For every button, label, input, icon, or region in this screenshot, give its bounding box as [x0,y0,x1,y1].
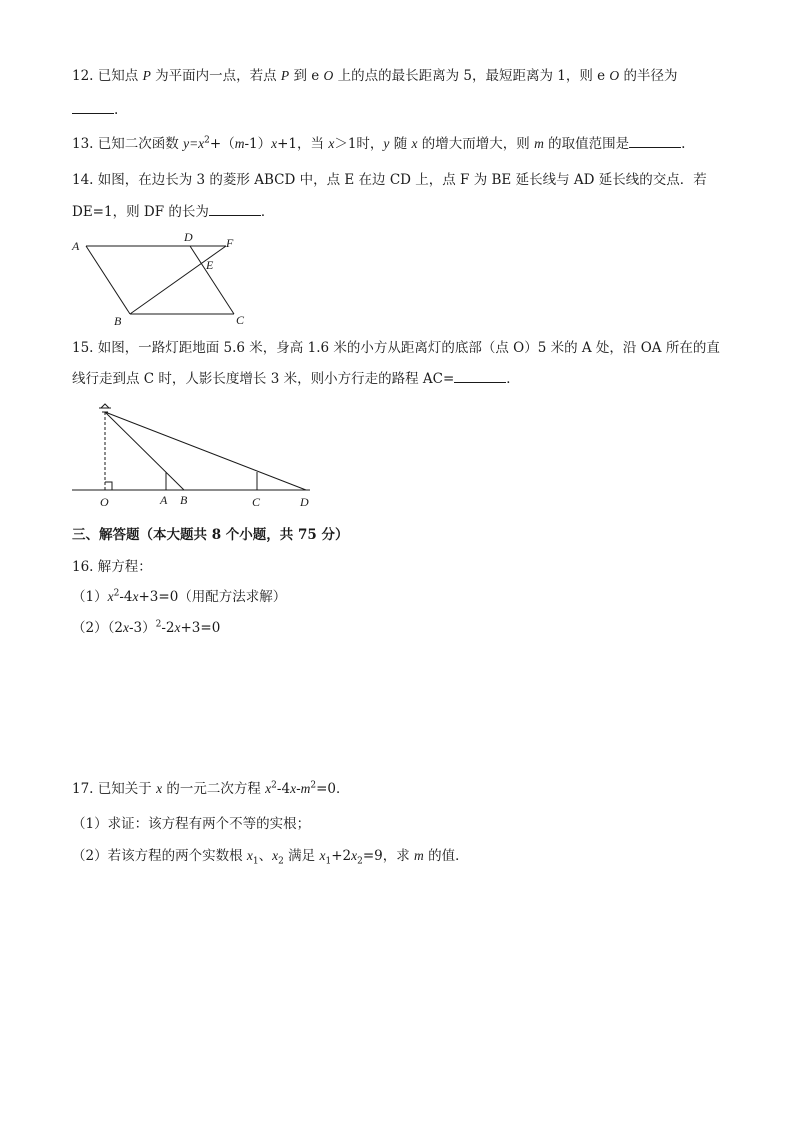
streetlight-figure [66,396,316,514]
light-ray-to-B [105,412,184,490]
label-E: E [206,258,214,272]
label-B: B [114,314,122,328]
label-D: D [300,495,309,509]
q15-line1: 15. 如图，一路灯距地面 5.6 米，身高 1.6 米的小方从距离灯的底部（点 O）5 米的 A 处，沿 OA 所在的直 [72,340,720,356]
q14-answer-blank [209,202,261,216]
q17-number: 17. [72,781,94,797]
q15-line2: 线行走到点 C 时，人影长度增长 3 米，则小方行走的路程 AC= ． [72,371,520,387]
q12-number: 12. [72,68,94,84]
q15-answer-blank [454,369,506,383]
q16-part1: $(1)x^2-4x+3=0$（用配方法求解） [72,588,287,605]
label-A: A [160,493,168,507]
q17-part2: （2）若该方程的两个实数根 $x_1$、$x_2$ 满足 $x_1+2x_2=9$，求 m 的值． [72,848,469,867]
label-A: A [72,239,80,253]
q17-part1: （1）求证：该方程有两个不等的实根； [72,816,311,832]
rhombus-figure [66,230,266,330]
section-heading: 三、解答题（本大题共 8 个小题，共 75 分） [72,527,349,543]
segment-AB [86,246,130,314]
q13-line: 13. 已知二次函数 $y=x^2+(m-1)x+1$，当 x＞1时，y 随 x 的增大而增大，则 m 的取值范围是 . [72,135,686,152]
q16-part2: $(2)(2x-3)^2-2x+3=0$ [72,619,221,636]
label-C: C [236,313,245,327]
q14-line1: 14. 如图，在边长为 3 的菱形 ABCD 中，点 E 在边 CD 上，点 F 为 BE 延长线与 AD 延长线的交点．若 [72,172,707,188]
q12-line1: 12. 已知点 P 为平面内一点，若点 P 到 e O 上的点的最长距离为 5，最短距离为 1，则 e O 的半径为 [72,68,678,84]
q12-line2: . [72,100,118,120]
label-B: B [180,493,188,507]
q12-answer-blank [72,100,114,114]
label-F: F [226,236,234,250]
label-C: C [252,495,261,509]
label-D: D [184,230,193,244]
q13-number: 13. [72,136,94,152]
label-O: O [100,495,109,509]
q16-title: 16. 解方程： [72,559,152,575]
q17-stem: 17. 已知关于 x 的一元二次方程 $x^2-4x-m^2=0$． [72,780,350,797]
q14-line2: DE=1，则 DF 的长为 ． [72,204,275,220]
right-angle-mark [105,482,112,490]
lamp-icon [99,404,111,412]
light-ray-to-D [105,412,306,490]
q13-answer-blank [629,134,681,148]
